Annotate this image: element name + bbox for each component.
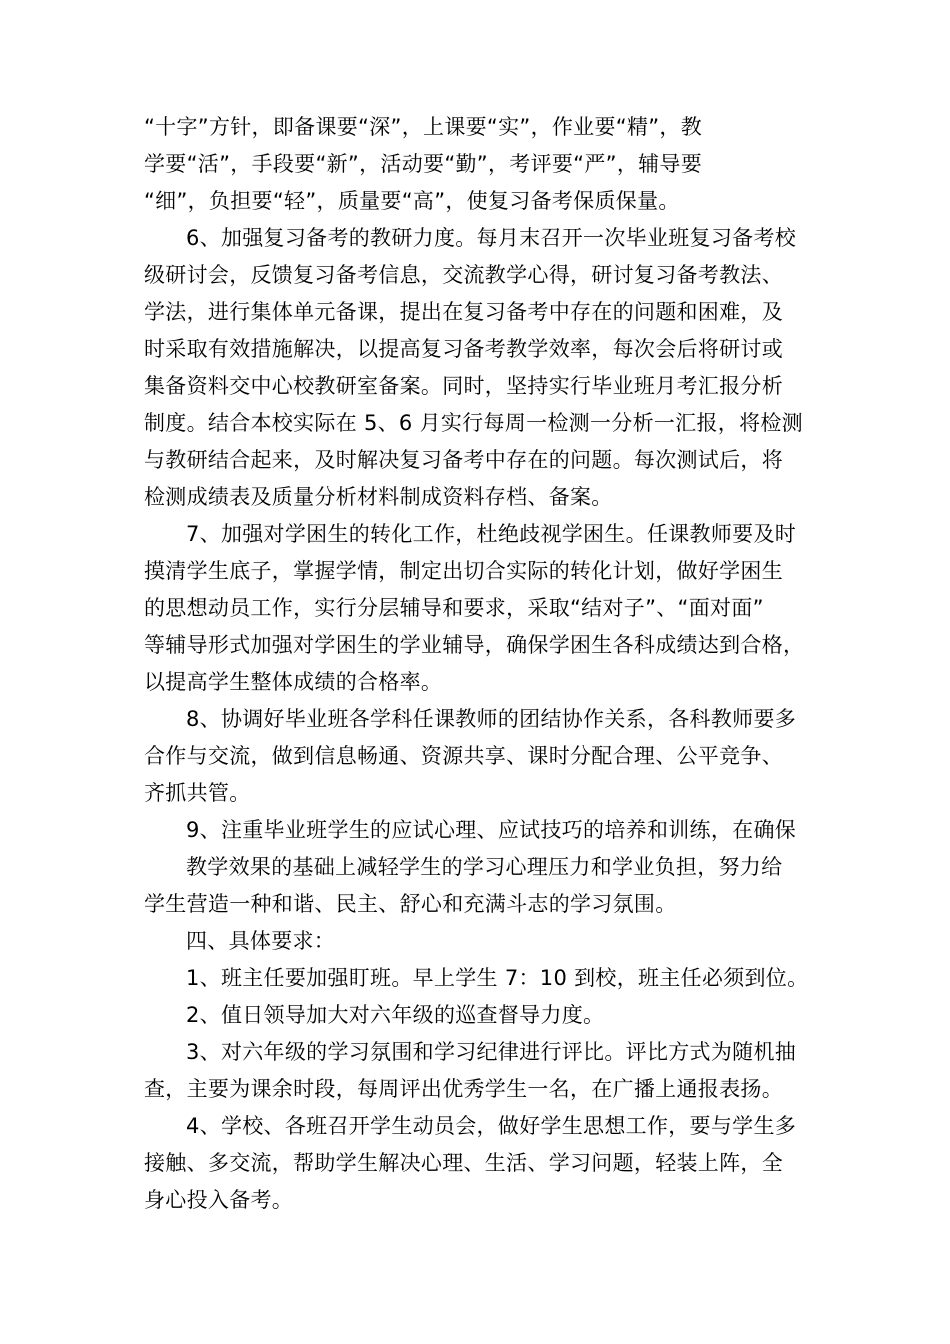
text-line: 查，主要为课余时段，每周评出优秀学生一名，在广播上通报表扬。 [144,1077,783,1101]
text-line: “十字”方针，即备课要“深”，上课要“实”，作业要“精”，教 [144,115,703,139]
requirement-1: 1、班主任要加强盯班。早上学生 7：10 到校，班主任必须到位。 [186,966,809,990]
text-line: 合作与交流，做到信息畅通、资源共享、课时分配合理、公平竞争、 [144,744,783,768]
requirement-4: 4、学校、各班召开学生动员会，做好学生思想工作，要与学生多 [186,1114,797,1138]
text-line: 以提高学生整体成绩的合格率。 [144,670,443,694]
text-line: 制度。结合本校实际在 5、6 月实行每周一检测一分析一汇报，将检测 [144,411,803,435]
text-line: 的思想动员工作，实行分层辅导和要求，采取“结对子”、“面对面” [144,596,764,620]
text-line: 检测成绩表及质量分析材料制成资料存档、备案。 [144,485,613,509]
requirement-2: 2、值日领导加大对六年级的巡查督导力度。 [186,1003,605,1027]
paragraph-7-start: 7、加强对学困生的转化工作，杜绝歧视学困生。任课教师要及时 [186,522,797,546]
text-line: 身心投入备考。 [144,1188,294,1212]
requirement-3: 3、对六年级的学习氛围和学习纪律进行评比。评比方式为随机抽 [186,1040,797,1064]
section-heading: 四、具体要求： [186,929,336,953]
text-line: 教学效果的基础上减轻学生的学习心理压力和学业负担，努力给 [186,855,783,879]
paragraph-8-start: 8、协调好毕业班各学科任课教师的团结协作关系，各科教师要多 [186,707,797,731]
text-line: 等辅导形式加强对学困生的学业辅导，确保学困生各科成绩达到合格， [144,633,805,657]
text-line: 时采取有效措施解决，以提高复习备考教学效率，每次会后将研讨或 [144,337,783,361]
text-line: 齐抓共管。 [144,781,251,805]
text-line: 集备资料交中心校教研室备案。同时，坚持实行毕业班月考汇报分析 [144,374,783,398]
paragraph-9-start: 9、注重毕业班学生的应试心理、应试技巧的培养和训练，在确保 [186,818,797,842]
text-line: 摸清学生底子，掌握学情，制定出切合实际的转化计划，做好学困生 [144,559,783,583]
text-line: 接触、多交流，帮助学生解决心理、生活、学习问题，轻装上阵，全 [144,1151,783,1175]
text-line: 级研讨会，反馈复习备考信息，交流教学心得，研讨复习备考教法、 [144,263,783,287]
text-line: “细”，负担要“轻”，质量要“高”，使复习备考保质保量。 [144,189,680,213]
paragraph-6-start: 6、加强复习备考的教研力度。每月末召开一次毕业班复习备考校 [186,226,797,250]
text-line: 学生营造一种和谐、民主、舒心和充满斗志的学习氛围。 [144,892,677,916]
text-line: 学要“活”，手段要“新”，活动要“勤”，考评要“严”，辅导要 [144,152,703,176]
text-line: 学法，进行集体单元备课，提出在复习备考中存在的问题和困难，及 [144,300,783,324]
text-line: 与教研结合起来，及时解决复习备考中存在的问题。每次测试后，将 [144,448,783,472]
